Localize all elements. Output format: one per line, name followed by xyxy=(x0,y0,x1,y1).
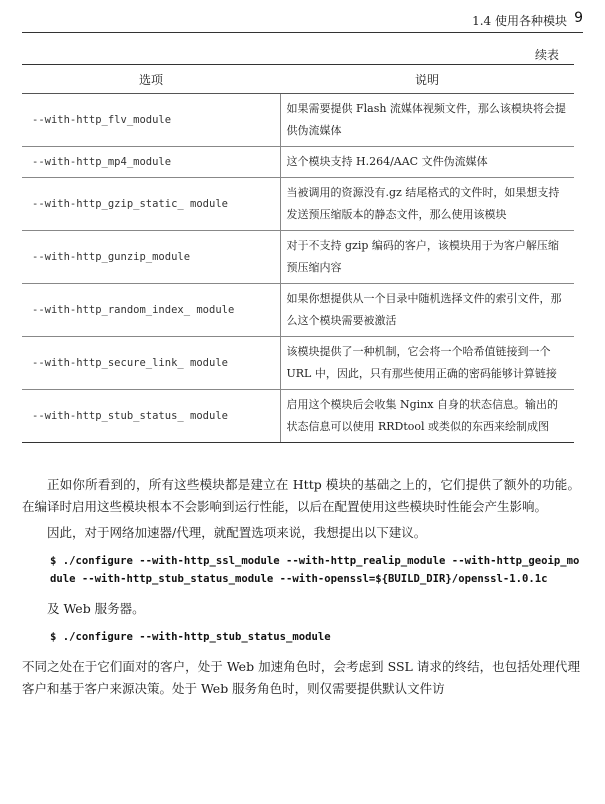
paragraph: 因此，对于网络加速器/代理，就配置选项来说，我想提出以下建议。 xyxy=(47,525,427,540)
table-body xyxy=(22,94,574,443)
table-row xyxy=(22,94,574,147)
description-cell: 对于不支持 gzip 编码的客户，该模块用于为客户解压缩预压缩内容 xyxy=(280,231,574,284)
description-cell: 启用这个模块后会收集 Nginx 自身的状态信息。输出的状态信息可以使用 RRDtool 或类似的东西来绘制成图 xyxy=(280,390,574,443)
code-block: $ ./configure --with-http_stub_status_module xyxy=(50,631,331,643)
paragraph: 正如你所看到的，所有这些模块都是建立在 Http 模块的基础之上的，它们提供了额外的功能。在编译时启用这些模块根本不会影响到运行性能，以后在配置使用这些模块时性能会产生影响。 xyxy=(22,477,580,514)
page-number: 9 xyxy=(574,10,583,26)
table-row xyxy=(22,337,574,390)
option-cell: --with-http_mp4_module xyxy=(22,147,280,178)
option-cell: --with-http_secure_link_ module xyxy=(22,337,280,390)
paragraph: 不同之处在于它们面对的客户，处于 Web 加速角色时，会考虑到 SSL 请求的终结，也包括处理代理客户和基于客户来源决策。处于 Web 服务角色时，则仅需要提供默认文件访 xyxy=(22,659,580,696)
option-cell: --with-http_flv_module xyxy=(22,94,280,147)
paragraph: 及 Web 服务器。 xyxy=(47,601,145,616)
table-row xyxy=(22,284,574,337)
description-cell: 这个模块支持 H.264/AAC 文件伪流媒体 xyxy=(280,147,574,178)
option-cell: --with-http_gzip_static_ module xyxy=(22,178,280,231)
column-header-option: 选项 xyxy=(22,65,280,94)
table-row xyxy=(22,231,574,284)
running-header xyxy=(22,10,583,33)
section-title: 1.4 使用各种模块 xyxy=(472,14,567,28)
table-row xyxy=(22,147,574,178)
table-header-row xyxy=(22,65,574,94)
option-cell: --with-http_gunzip_module xyxy=(22,231,280,284)
table-continued-label: 续表 xyxy=(534,48,559,62)
description-cell: 如果需要提供 Flash 流媒体视频文件，那么该模块将会提供伪流媒体 xyxy=(280,94,574,147)
option-cell: --with-http_stub_status_ module xyxy=(22,390,280,443)
code-block: $ ./configure --with-http_ssl_module --with-http_realip_module --with-http_geoip_module --with-http_stub_status_module --with-openssl=${BUILD_DIR}/openssl-1.0.1c xyxy=(50,555,580,585)
option-cell: --with-http_random_index_ module xyxy=(22,284,280,337)
table-row xyxy=(22,390,574,443)
column-header-description: 说明 xyxy=(280,65,574,94)
description-cell: 该模块提供了一种机制，它会将一个哈希值链接到一个 URL 中，因此，只有那些使用正确的密码能够计算链接 xyxy=(280,337,574,390)
table-row xyxy=(22,178,574,231)
description-cell: 如果你想提供从一个目录中随机选择文件的索引文件，那么这个模块需要被激活 xyxy=(280,284,574,337)
options-table xyxy=(22,64,574,443)
description-cell: 当被调用的资源没有.gz 结尾格式的文件时，如果想支持发送预压缩版本的静态文件，那么使用该模块 xyxy=(280,178,574,231)
body-text xyxy=(22,474,580,700)
